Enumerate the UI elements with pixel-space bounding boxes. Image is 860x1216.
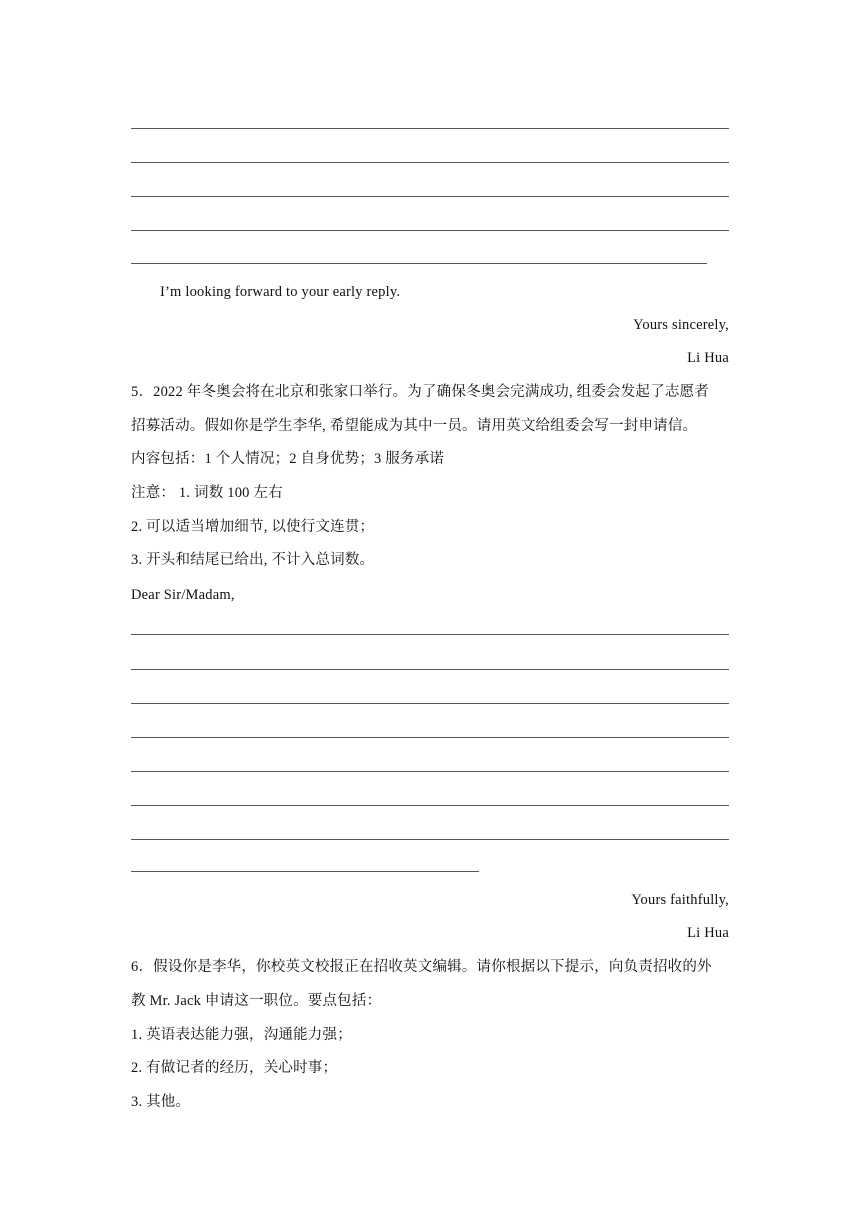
answer-line bbox=[131, 669, 729, 670]
q6-prompt-line2: 教 Mr. Jack 申请这一职位。要点包括： bbox=[131, 993, 382, 1009]
answer-line bbox=[131, 805, 729, 806]
answer-line bbox=[131, 128, 729, 129]
answer-line bbox=[131, 737, 729, 738]
q5-signature: Li Hua bbox=[687, 925, 729, 941]
q5-note1: 注意： 1. 词数 100 左右 bbox=[131, 485, 283, 501]
q5-prompt-line1: 5．2022 年冬奥会将在北京和张家口举行。为了确保冬奥会完满成功, 组委会发起了志愿者 bbox=[131, 384, 709, 400]
answer-line bbox=[131, 703, 729, 704]
answer-line bbox=[131, 196, 729, 197]
q5-content-line: 内容包括：1 个人情况；2 自身优势；3 服务承诺 bbox=[131, 451, 445, 467]
q5-note3: 3. 开头和结尾已给出, 不计入总词数。 bbox=[131, 552, 375, 568]
q6-point1: 1. 英语表达能力强，沟通能力强； bbox=[131, 1027, 352, 1043]
answer-line bbox=[131, 771, 729, 772]
signoff: Yours sincerely, bbox=[633, 317, 729, 333]
q5-greeting: Dear Sir/Madam, bbox=[131, 587, 235, 603]
answer-line bbox=[131, 230, 729, 231]
answer-line bbox=[131, 634, 729, 635]
answer-line bbox=[131, 871, 479, 872]
q6-prompt-line1: 6．假设你是李华，你校英文校报正在招收英文编辑。请你根据以下提示，向负责招收的外 bbox=[131, 959, 712, 975]
q5-note2: 2. 可以适当增加细节, 以使行文连贯； bbox=[131, 519, 375, 535]
answer-line bbox=[131, 162, 729, 163]
q6-point2: 2. 有做记者的经历，关心时事； bbox=[131, 1060, 338, 1076]
q5-prompt-line2: 招募活动。假如你是学生李华, 希望能成为其中一员。请用英文给组委会写一封申请信。 bbox=[131, 418, 698, 434]
answer-line bbox=[131, 839, 729, 840]
q6-point3: 3. 其他。 bbox=[131, 1094, 191, 1110]
closing-line: I’m looking forward to your early reply. bbox=[160, 284, 401, 300]
signature: Li Hua bbox=[687, 350, 729, 366]
answer-line bbox=[131, 263, 707, 264]
q5-signoff: Yours faithfully, bbox=[631, 892, 729, 908]
